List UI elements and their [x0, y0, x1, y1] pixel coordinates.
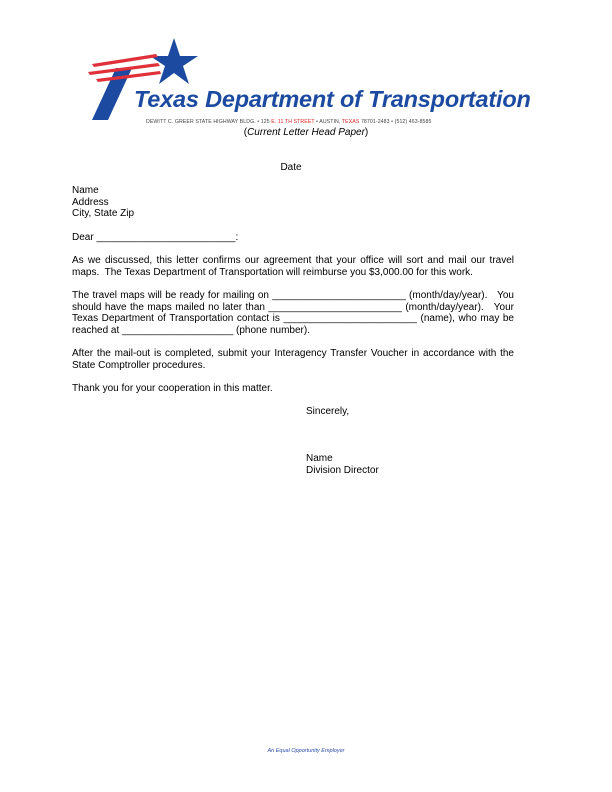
recipient-address: Address — [72, 196, 109, 208]
footer-eoe: An Equal Opportunity Employer — [267, 748, 345, 754]
signer-title: Division Director — [306, 464, 379, 476]
letter-date: Date — [280, 162, 302, 173]
recipient-city: City, State Zip — [72, 208, 135, 219]
paragraph-1: As we discussed, this letter confirms our agreement that your office will sort and mail our travel maps. The Texas Department of Transportation will reimburse you $3,000.00 for this work. — [72, 255, 514, 278]
letterhead-address: DEWITT C. GREER STATE HIGHWAY BLDG. • 125 E. 11 TH STREET • AUSTIN, TEXAS 78701-2483 • (512) 463-8585 — [146, 119, 432, 125]
salutation: Dear _________________________: — [72, 232, 239, 243]
closing: Sincerely, — [306, 406, 350, 417]
paragraph-3: After the mail-out is completed, submit your Interagency Transfer Voucher in accordance with the State Comptroller procedures. — [72, 348, 514, 371]
org-name: Texas Department of Transportation — [134, 86, 531, 112]
letterhead-note: (Current Letter Head Paper) — [243, 127, 369, 138]
signer-name: Name — [306, 453, 333, 464]
paragraph-4: Thank you for your cooperation in this matter. — [72, 383, 273, 394]
recipient-name: Name — [72, 185, 99, 196]
paragraph-2: The travel maps will be ready for mailing on ________________________ (month/day/year). You should have the maps mailed no later than ________________________ (month/day/year). Your Texas Department of Transportation contact is ________________________ (name), who may be reached at ____________________ (phone number). — [72, 290, 514, 336]
